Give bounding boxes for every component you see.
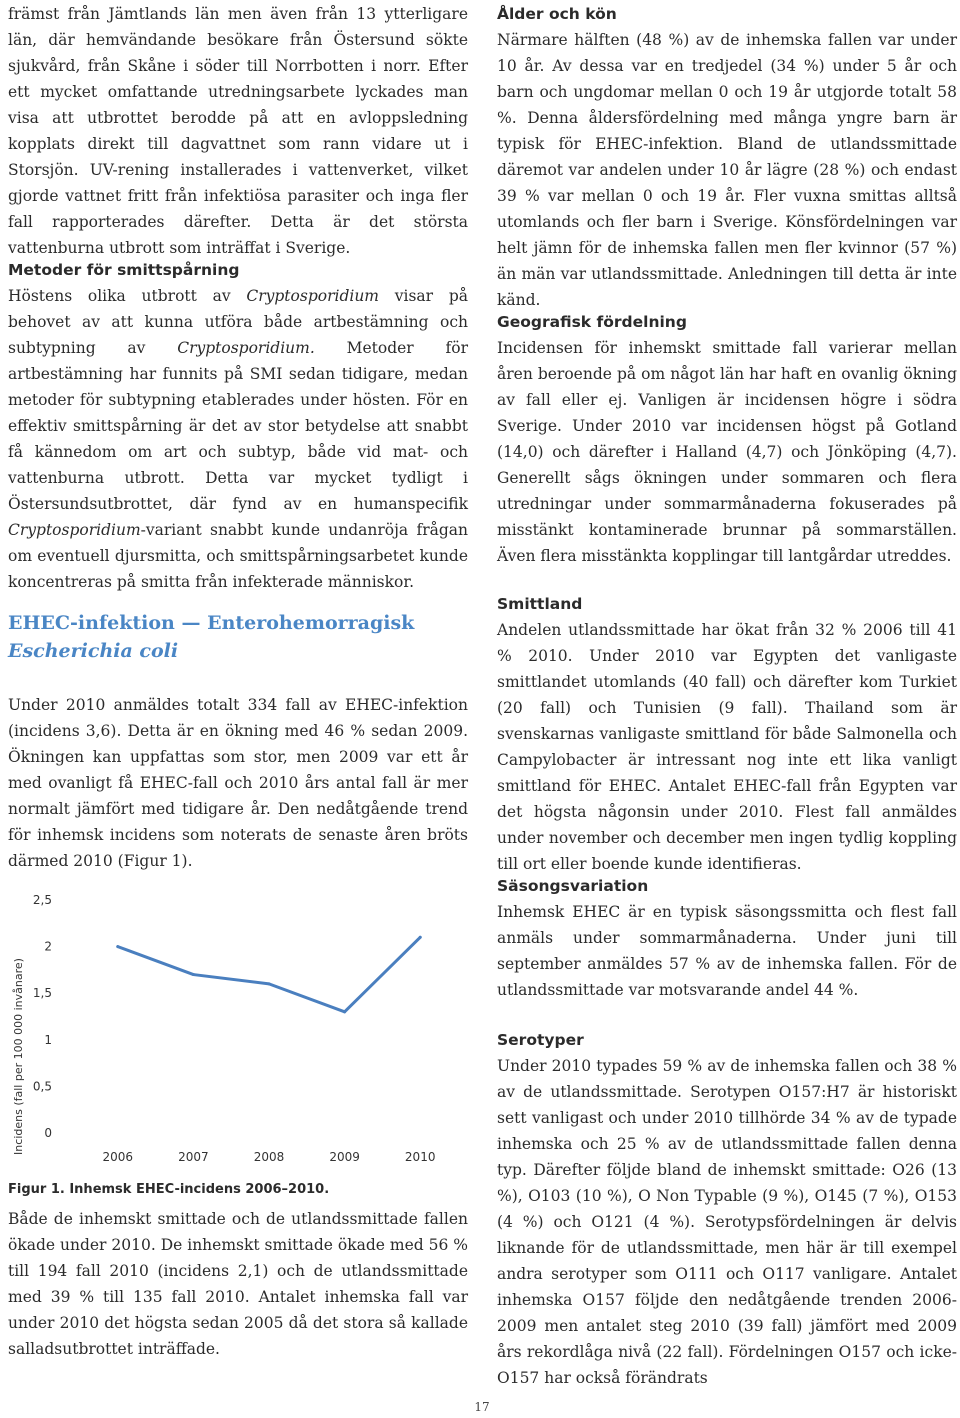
data-point-2009 [343,1010,346,1013]
y-tick-label: 0 [44,1126,52,1140]
metoder-heading: Metoder för smittspårning [8,261,240,279]
metoder-text-4: -variant snabbt kunde undanröja frågan om eventuell djursmitta, och smittspårningsarbetet kunde koncentreras på smitta från infekterade människor. [8,521,468,591]
data-point-2010 [419,936,422,939]
data-point-2006 [116,945,119,948]
metoder-paragraph [8,283,468,595]
serotyper-paragraph: Under 2010 typades 59 % av de inhemska fallen och 38 % av de utlandssmittade. Serotypen O157:H7 är historiskt sett vanligast och under 2010 tillhörde 34 % av de typade inhemska och 25 % av de utlandssmittade fallen denna typ. Därefter följde bland de inhemskt smittade: O26 (13 %), O103 (10 %), O Non Typable (9 %), O145 (7 %), O153 (4 %) och O121 (4 %). Serotypsfördelningen är delvis liknande för de utlandssmittade, men här är till exempel andra serotyper som O111 och O117 vanligare. Antalet inhemska O157 följde den nedåtgående trenden 2006-2009 men antalet steg 2010 (39 fall) jämfört med 2009 års rekordlåga nivå (22 fall). Fördelningen O157 och icke-O157 har också förändrats [497,1057,957,1387]
alder-paragraph: Närmare hälften (48 %) av de inhemska fallen var under 10 år. Av dessa var en tredjedel (34 %) under 5 år och barn och ungdomar mellan 0 och 19 år utgjorde totalt 58 %. Denna åldersfördelning med många yngre barn är typisk för EHEC-infektion. Bland de utlandssmittade däremot var andelen under 10 år lägre (28 %) och endast 39 % var mellan 0 och 19 år. Fler vuxna smittas alltså utomlands och fler barn i Sverige. Könsfördelningen var helt jämn för de inhemska fallen men fler kvinnor (57 %) än män var utlandssmittade. Anledningen till detta är inte känd. [497,31,957,309]
page-number: 17 [474,1400,490,1414]
y-tick-label: 1 [44,1032,52,1047]
series-line-0 [118,937,420,1012]
ehec-incidence-chart [8,880,468,1170]
x-tick-label: 2007 [178,1150,209,1164]
x-tick-label: 2009 [329,1150,360,1164]
data-point-2008 [268,982,271,985]
x-tick-label: 2008 [253,1150,285,1164]
metoder-italic-3: Cryptosporidium [8,521,141,539]
ehec-heading-line-1: EHEC-infektion — Enterohemorragisk [8,612,415,634]
ehec-paragraph: Under 2010 anmäldes totalt 334 fall av EHEC-infektion (incidens 3,6). Detta är en ökning med 46 % sedan 2009. Ökningen kan uppfattas som stor, men 2009 var ett år med ovanligt få EHEC-fall och 2010 års antal fall är mer normalt jämfört med tidigare år. Den nedåtgående trend för inhemsk incidens som noterats de senaste åren bröts därmed 2010 (Figur 1). [8,696,468,870]
ehec-heading [8,609,468,665]
figure-caption: Figur 1. Inhemsk EHEC-incidens 2006–2010. [8,1182,330,1197]
metoder-text-1: Höstens olika utbrott av [8,287,247,305]
smittland-paragraph: Andelen utlandssmittade har ökat från 32 % 2006 till 41 % 2010. Under 2010 var Egypten det vanligaste smittlandet utomlands (40 fall) och därefter kom Turkiet (20 fall) och Tunisien (9 fall). Thailand som är svenskarnas vanligaste smittland för både Salmonella och Campylobacter är intressant nog inte ett lika vanligt smittland för EHEC. Antalet EHEC-fall från Egypten var det högsta någonsin under 2010. Flest fall anmäldes under november och december men ingen tydlig koppling till ort eller boende kunde identifieras. [497,621,957,873]
metoder-text-2: visar på behovet av att kunna utföra både artbestämning och subtypning av [8,287,468,357]
intro-paragraph: främst från Jämtlands län men även från 13 ytterligare län, där hemvändande besökare från Östersund sökte sjukvård, från Skåne i söder till Norrbotten i norr. Efter ett mycket omfattande utredningsarbete lyckades man visa att utbrottet berodde på att en avloppsledning kopplats direkt till dagvattnet som rann vidare ut i Storsjön. UV-rening installerades i vattenverket, vilket gjorde vattnet fritt från infektiösa parasiter och inga fler fall rapporterades därefter. Detta är det största vattenburna utbrott som inträffat i Sverige. [8,5,468,257]
y-tick-label: 2,5 [32,893,52,907]
x-tick-label: 2010 [404,1150,436,1164]
after-figure-paragraph: Både de inhemskt smittade och de utlandssmittade fallen ökade under 2010. De inhemskt smittade ökade med 56 % till 194 fall 2010 (incidens 2,1) och de utlandssmittade med 39 % till 135 fall 2010. Antalet inhemska fall var under 2010 det högsta sedan 2005 då det stora så kallade salladsutbrottet inträffade. [8,1210,468,1358]
y-tick-label: 1,5 [32,986,52,1001]
y-tick-label: 0,5 [32,1079,52,1094]
y-tick-label: 2 [44,939,52,954]
serotyper-heading: Serotyper [497,1031,584,1049]
sasong-paragraph: Inhemsk EHEC är en typisk säsongssmitta och flest fall anmäls under sommarmånaderna. Under juni till september anmäldes 57 % av de inhemska fallen. För de utlandssmittade var motsvarande andel 44 %. [497,903,957,999]
geo-paragraph: Incidensen för inhemskt smittade fall varierar mellan åren beroende på om något län har haft en ovanlig ökning av fall eller ej. Vanligen är incidensen högre i södra Sverige. Under 2010 var incidensen högst på Gotland (14,0) och därefter i Halland (4,7) och Jönköping (4,7). Generellt sågs ökningen under sommaren och flera utredningar under sommarmånaderna fokuserades på misstänkt kontaminerade brunnar på sommarställen. Även flera misstänkta kopplingar till lantgårdar utreddes. [497,339,957,565]
alder-heading: Ålder och kön [497,5,617,23]
metoder-italic-2: Cryptosporidium. [177,339,315,357]
x-tick-label: 2006 [102,1150,134,1164]
ehec-heading-line-2: Escherichia coli [8,640,179,662]
metoder-italic-1: Cryptosporidium [246,287,380,305]
data-point-2007 [192,973,195,976]
smittland-heading: Smittland [497,595,583,613]
sasong-heading: Säsongsvariation [497,877,649,895]
geo-heading: Geografisk fördelning [497,313,687,331]
y-axis-label: Incidens (fall per 100 000 invånare) [12,958,25,1155]
metoder-text-3: Metoder för artbestämning har funnits på SMI sedan tidigare, medan metoder för subtypning etablerades under hösten. För en effektiv smittspårning är det av stor betydelse att snabbt få kännedom om art och subtyp, både vid mat- och vattenburna utbrott. Detta var mycket tydligt i Östersundsutbrottet, där fynd av en humanspecifik [8,339,468,513]
